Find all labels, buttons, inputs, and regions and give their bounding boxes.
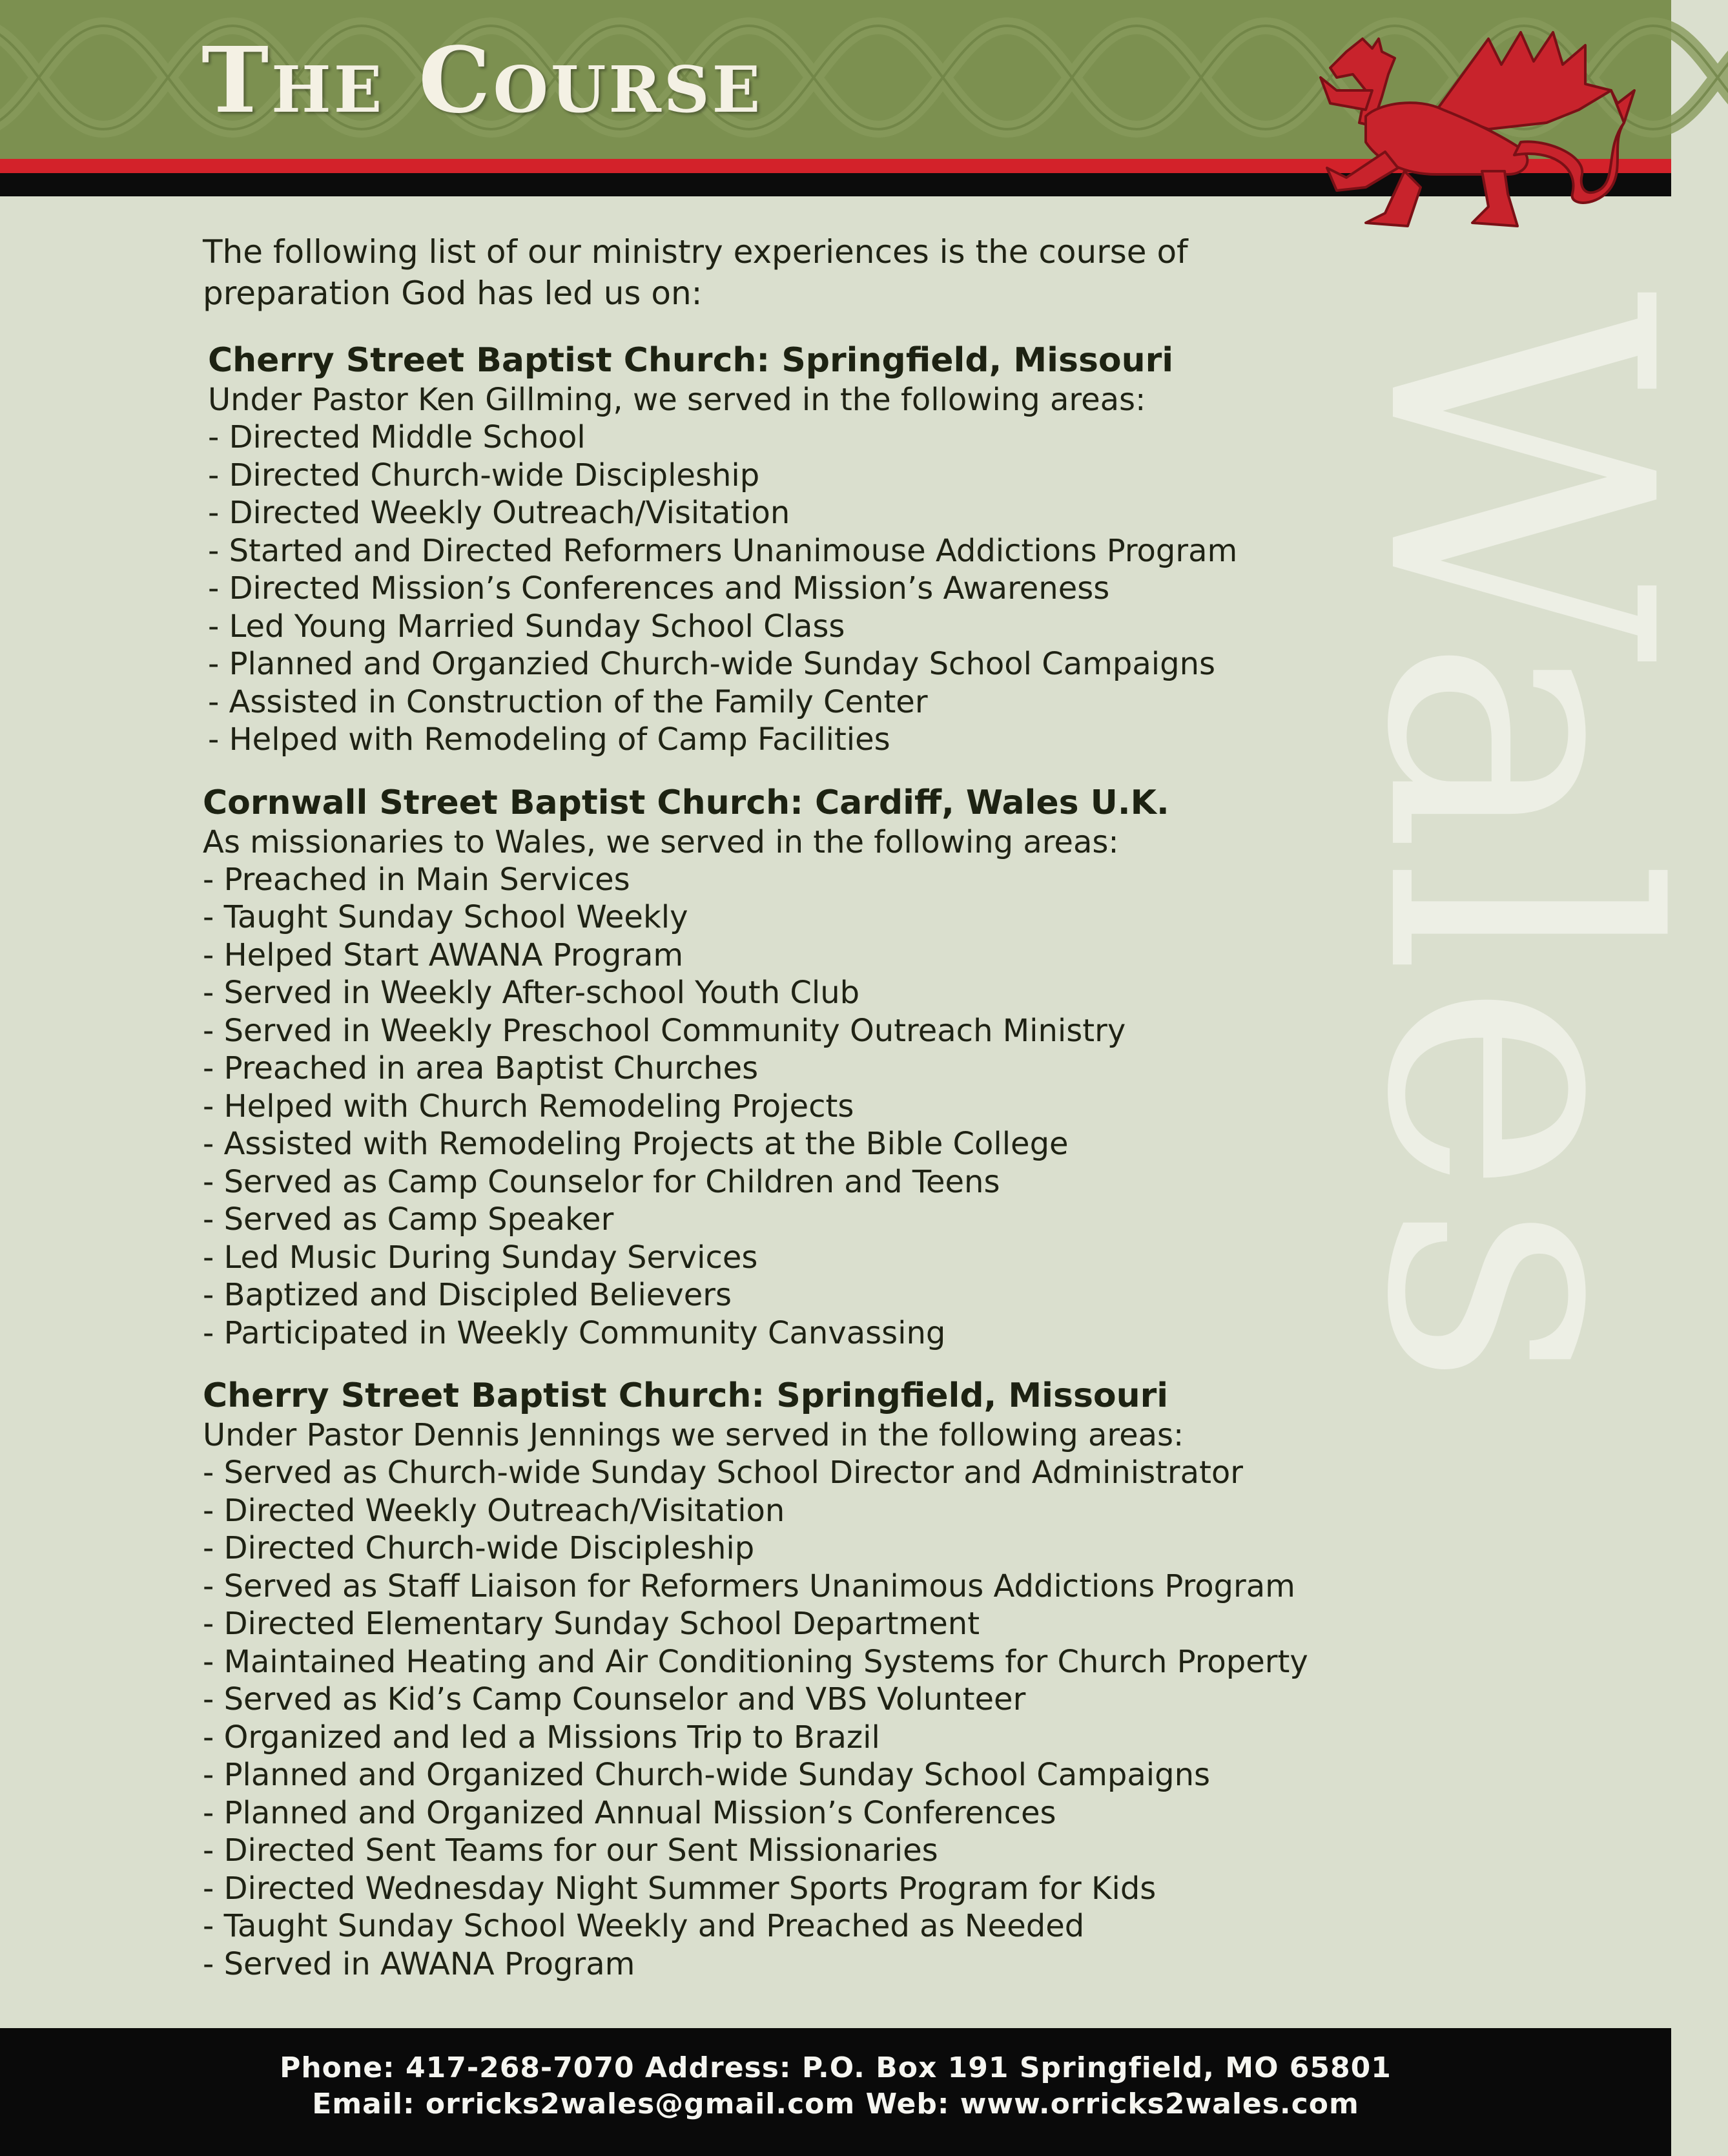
list-item: - Served as Church-wide Sunday School Director and Administrator bbox=[203, 1455, 1243, 1491]
list-item: - Served in Weekly After-school Youth Club bbox=[203, 975, 860, 1011]
section-heading: Cherry Street Baptist Church: Springfield, Missouri bbox=[203, 1376, 1169, 1415]
list-item: - Helped with Remodeling of Camp Facilities bbox=[208, 721, 890, 758]
list-item: - Directed Weekly Outreach/Visitation bbox=[203, 1492, 785, 1529]
ministry-list bbox=[203, 861, 1417, 1353]
section-subheading: Under Pastor Dennis Jennings we served in the following areas: bbox=[203, 1417, 1184, 1453]
page-title: The Course bbox=[201, 28, 763, 134]
list-item: - Preached in Main Services bbox=[203, 861, 630, 898]
list-item: - Planned and Organized Annual Mission’s Conferences bbox=[203, 1794, 1056, 1831]
section-cornwall-street bbox=[203, 782, 1417, 1353]
watermark-text: Wales bbox=[1307, 291, 1728, 1394]
list-item: - Served as Camp Counselor for Children and Teens bbox=[203, 1163, 1000, 1200]
list-item: - Participated in Weekly Community Canvassing bbox=[203, 1314, 946, 1351]
list-item: - Baptized and Discipled Believers bbox=[203, 1277, 732, 1313]
list-item: - Led Music During Sunday Services bbox=[203, 1239, 758, 1276]
list-item: - Taught Sunday School Weekly and Preached as Needed bbox=[203, 1908, 1085, 1944]
list-item: - Organized and led a Missions Trip to Brazil bbox=[203, 1719, 880, 1756]
intro-paragraph: The following list of our ministry experiences is the course of preparation God has led us on: bbox=[203, 233, 1188, 312]
welsh-dragon-icon bbox=[1275, 13, 1643, 239]
section-subheading: As missionaries to Wales, we served in the following areas: bbox=[203, 824, 1119, 860]
list-item: - Led Young Married Sunday School Class bbox=[208, 608, 845, 645]
list-item: - Served as Staff Liaison for Reformers Unanimous Addictions Program bbox=[203, 1568, 1295, 1604]
list-item: - Directed Church-wide Discipleship bbox=[208, 457, 760, 493]
list-item: - Directed Middle School bbox=[208, 419, 586, 455]
list-item: - Directed Sent Teams for our Sent Missionaries bbox=[203, 1832, 938, 1869]
ministry-list bbox=[208, 419, 1417, 759]
list-item: - Directed Church-wide Discipleship bbox=[203, 1530, 755, 1566]
list-item: - Started and Directed Reformers Unanimouse Addictions Program bbox=[208, 532, 1238, 569]
section-heading: Cornwall Street Baptist Church: Cardiff, Wales U.K. bbox=[203, 783, 1169, 822]
main-content bbox=[203, 231, 1417, 2006]
ministry-list bbox=[203, 1454, 1417, 1983]
list-item: - Served in Weekly Preschool Community Outreach Ministry bbox=[203, 1012, 1126, 1049]
list-item: - Preached in area Baptist Churches bbox=[203, 1050, 759, 1086]
list-item: - Assisted with Remodeling Projects at the Bible College bbox=[203, 1126, 1069, 1162]
section-heading: Cherry Street Baptist Church: Springfield, Missouri bbox=[208, 341, 1174, 380]
list-item: - Served as Kid’s Camp Counselor and VBS Volunteer bbox=[203, 1681, 1026, 1717]
footer-contact-bar bbox=[0, 2028, 1671, 2156]
list-item: - Served in AWANA Program bbox=[203, 1945, 635, 1982]
footer-email-web: Email: orricks2wales@gmail.com Web: www.orricks2wales.com bbox=[312, 2088, 1359, 2120]
list-item: - Planned and Organized Church-wide Sunday School Campaigns bbox=[203, 1757, 1210, 1793]
list-item: - Taught Sunday School Weekly bbox=[203, 899, 688, 935]
section-subheading: Under Pastor Ken Gillming, we served in the following areas: bbox=[208, 382, 1146, 418]
list-item: - Planned and Organzied Church-wide Sunday School Campaigns bbox=[208, 646, 1215, 682]
footer-phone-address: Phone: 417-268-7070 Address: P.O. Box 191 Springfield, MO 65801 bbox=[280, 2051, 1392, 2084]
list-item: - Assisted in Construction of the Family Center bbox=[208, 683, 928, 720]
list-item: - Directed Elementary Sunday School Department bbox=[203, 1606, 980, 1642]
section-cherry-street-jennings bbox=[203, 1375, 1417, 1983]
section-cherry-street-gillming bbox=[203, 340, 1417, 759]
list-item: - Directed Mission’s Conferences and Mission’s Awareness bbox=[208, 570, 1110, 606]
list-item: - Maintained Heating and Air Conditioning Systems for Church Property bbox=[203, 1643, 1308, 1680]
list-item: - Directed Weekly Outreach/Visitation bbox=[208, 495, 790, 531]
list-item: - Helped Start AWANA Program bbox=[203, 937, 684, 973]
list-item: - Helped with Church Remodeling Projects bbox=[203, 1088, 854, 1125]
list-item: - Directed Wednesday Night Summer Sports Program for Kids bbox=[203, 1870, 1157, 1907]
list-item: - Served as Camp Speaker bbox=[203, 1201, 614, 1238]
